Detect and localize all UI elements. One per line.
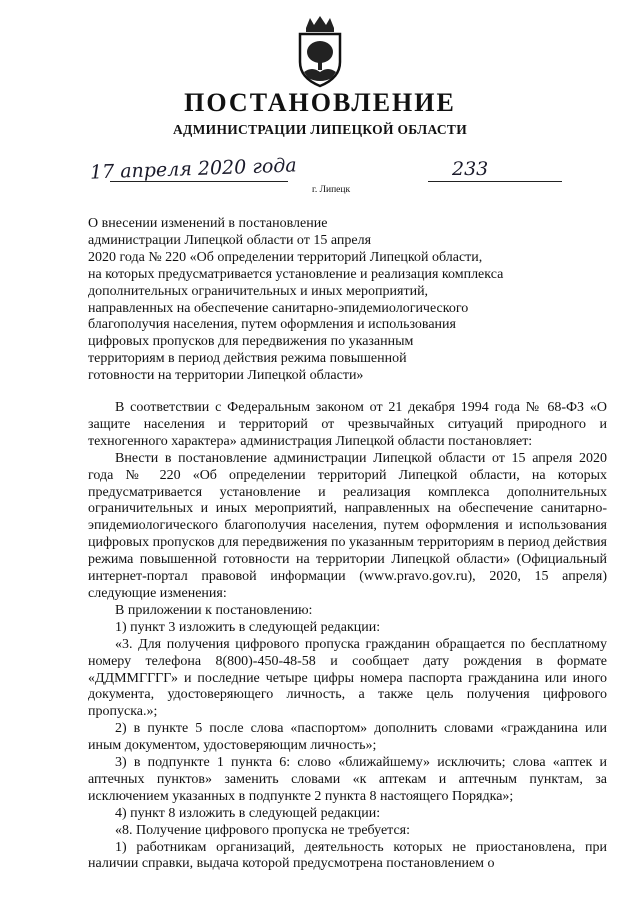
subject-line: дополнительных ограничительных и иных мероприятий,	[88, 283, 429, 299]
coat-of-arms-icon	[292, 14, 348, 88]
handwritten-number: 233	[452, 158, 489, 180]
subject-block	[88, 216, 503, 385]
body-paragraph: 1) работникам организаций, деятельность которых не приостановлена, при наличии справки, выдача которой предусмотрена постановлением о	[88, 839, 607, 872]
date-underline	[110, 181, 288, 182]
body-paragraph: 1) пункт 3 изложить в следующей редакции:	[115, 619, 381, 635]
subject-line: О внесении изменений в постановление	[88, 216, 328, 231]
body-paragraph: «8. Получение цифрового пропуска не требуется:	[115, 822, 410, 838]
document-body	[88, 400, 607, 873]
subject-line: территориям в период действия режима повышенной	[88, 351, 407, 367]
document-title: ПОСТАНОВЛЕНИЕ	[184, 88, 456, 117]
body-paragraph: 4) пункт 8 изложить в следующей редакции:	[115, 805, 381, 821]
city-label: г. Липецк	[312, 185, 351, 195]
handwritten-date: 17 апреля 2020 года	[89, 154, 298, 184]
number-underline	[428, 181, 562, 182]
body-paragraph: «3. Для получения цифрового пропуска гражданин обращается по бесплатному номеру телефона 8(800)-450-48-58 и сообщает дату рождения в формате «ДДММГГГГ» и последние четыре цифры номера паспорта гражданина или иного документа, удостоверяющего личность, а также цель получения цифрового пропуска.»;	[88, 636, 607, 720]
subject-line: администрации Липецкой области от 15 апреля	[88, 232, 372, 248]
subject-line: цифровых пропусков для передвижения по указанным	[88, 334, 414, 350]
subject-line: направленных на обеспечение санитарно-эпидемиологического	[88, 300, 469, 316]
body-paragraph: Внести в постановление администрации Липецкой области от 15 апреля 2020 года № 220 «Об определении территорий Липецкой области, на которых предусматривается установление и реализация комплекса дополнительных ограничительных и иных мероприятий, направленных на обеспечение санитарно-эпидемиологического благополучия населения, путем оформления и использования цифровых пропусков для передвижения по указанным территориям в период действия режима повышенной готовности на территории Липецкой области» (Официальный интернет-портал правовой информации (www.pravo.gov.ru), 2020, 15 апреля) следующие изменения:	[88, 450, 607, 601]
subject-line: 2020 года № 220 «Об определении территорий Липецкой области,	[88, 249, 483, 265]
body-paragraph: В приложении к постановлению:	[115, 602, 313, 618]
subject-line: благополучия населения, путем оформления и использования	[88, 317, 456, 333]
subject-line: на которых предусматривается установление и реализация комплекса	[88, 266, 504, 282]
body-paragraph: 2) в пункте 5 после слова «паспортом» дополнить словами «гражданина или иным документом, удостоверяющим личность»;	[88, 721, 607, 754]
body-paragraph: 3) в подпункте 1 пункта 6: слово «ближайшему» исключить; слова «аптек и аптечных пунктов» заменить словами «к аптекам и аптечным пунктам, за исключением указанных в подпункте 2 пункта 8 настоящего Порядка»;	[88, 755, 607, 804]
subject-line: готовности на территории Липецкой области»	[88, 368, 364, 384]
body-paragraph: В соответствии с Федеральным законом от 21 декабря 1994 года № 68-ФЗ «О защите населения и территорий от чрезвычайных ситуаций природного и техногенного характера» администрация Липецкой области постановляет:	[88, 400, 607, 449]
document-subtitle: АДМИНИСТРАЦИИ ЛИПЕЦКОЙ ОБЛАСТИ	[172, 122, 468, 137]
